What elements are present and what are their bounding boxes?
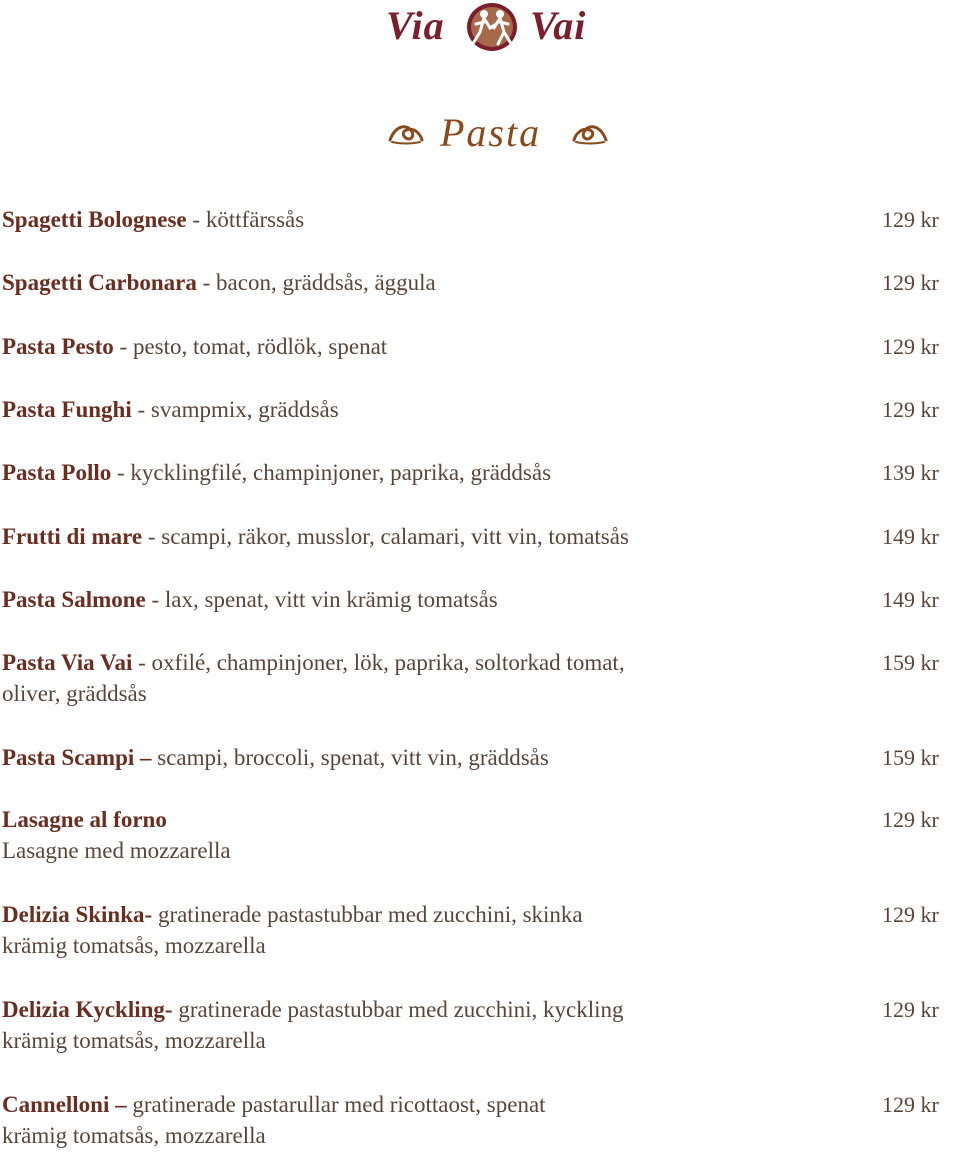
page-title: Pasta	[440, 110, 542, 155]
dish-separator: -	[144, 902, 158, 927]
dish-description: scampi, broccoli, spenat, vitt vin, gräddsås	[157, 745, 549, 770]
dish-separator: -	[131, 397, 151, 422]
dish-description: scampi, räkor, musslor, calamari, vitt vin, tomatsås	[161, 524, 629, 549]
dish-price: 129 kr	[882, 207, 939, 232]
dish-description: pesto, tomat, rödlök, spenat	[132, 334, 388, 359]
dancers-logo-icon	[466, 2, 518, 52]
dish-price: 129 kr	[882, 397, 939, 422]
dish-description: gratinerade pastastubbar med zucchini, kyckling	[178, 997, 624, 1022]
dish-name: Pasta Pesto	[2, 334, 114, 359]
logo-mark	[380, 0, 610, 56]
dish-text	[2, 584, 822, 616]
dish-price: 129 kr	[882, 1092, 939, 1117]
dish-name: Delizia Kyckling	[2, 997, 165, 1022]
dish-price: 149 kr	[882, 587, 939, 612]
dish-separator: -	[142, 524, 162, 549]
dish-name: Cannelloni	[2, 1092, 110, 1117]
dish-text	[2, 331, 822, 363]
dish-text	[2, 742, 822, 774]
dish-text	[2, 994, 822, 1026]
dish-price: 129 kr	[882, 807, 939, 832]
dish-description: oxfilé, champinjoner, lök, paprika, soltorkad tomat,	[151, 650, 625, 675]
dish-text	[2, 394, 822, 426]
dish-name: Lasagne al forno	[2, 807, 167, 832]
dish-separator: –	[109, 1092, 133, 1117]
logo	[0, 0, 960, 56]
dish-description: bacon, gräddsås, äggula	[216, 270, 436, 295]
dish-description: köttfärssås	[205, 207, 305, 232]
dish-description-line2: krämig tomatsås, mozzarella	[2, 933, 266, 958]
dish-description-line2: krämig tomatsås, mozzarella	[2, 1123, 266, 1148]
dish-description-line2: Lasagne med mozzarella	[2, 838, 231, 863]
dish-text	[2, 804, 822, 836]
dish-separator: –	[134, 745, 158, 770]
dish-text	[2, 267, 822, 299]
dish-separator: -	[113, 334, 133, 359]
ornament-right-icon	[572, 120, 608, 146]
dish-separator: -	[186, 207, 206, 232]
dish-text	[2, 899, 822, 931]
dish-price: 159 kr	[882, 650, 939, 675]
dish-price: 129 kr	[882, 270, 939, 295]
dish-description: gratinerade pastarullar med ricottaost, spenat	[132, 1092, 546, 1117]
dish-price: 129 kr	[882, 902, 939, 927]
dish-description: lax, spenat, vitt vin krämig tomatsås	[164, 587, 498, 612]
dish-description: gratinerade pastastubbar med zucchini, skinka	[157, 902, 583, 927]
dish-name: Delizia Skinka	[2, 902, 145, 927]
dish-separator: -	[164, 997, 179, 1022]
logo-word-via: Via	[386, 3, 445, 48]
dish-description: kycklingfilé, champinjoner, paprika, gräddsås	[130, 460, 552, 485]
dish-price: 149 kr	[882, 524, 939, 549]
dish-separator: -	[132, 650, 152, 675]
dish-text	[2, 647, 822, 679]
dish-description-line2: oliver, gräddsås	[2, 681, 147, 706]
dish-text	[2, 1089, 822, 1121]
dish-price: 159 kr	[882, 745, 939, 770]
dish-description-line2: krämig tomatsås, mozzarella	[2, 1028, 266, 1053]
dish-name: Frutti di mare	[2, 524, 143, 549]
dish-separator: -	[196, 270, 217, 295]
dish-description: svampmix, gräddsås	[150, 397, 339, 422]
dish-price: 139 kr	[882, 460, 939, 485]
dish-name: Pasta Pollo	[2, 460, 112, 485]
dish-price: 129 kr	[882, 997, 939, 1022]
dish-price: 129 kr	[882, 334, 939, 359]
ornament-left-icon	[388, 120, 424, 146]
dish-name: Pasta Salmone	[2, 587, 146, 612]
dish-text	[2, 204, 822, 236]
dish-separator: -	[111, 460, 131, 485]
dish-name: Spagetti Carbonara	[2, 270, 197, 295]
logo-word-vai: Vai	[530, 3, 587, 48]
dish-text	[2, 521, 822, 553]
dish-name: Pasta Funghi	[2, 397, 132, 422]
dish-text	[2, 457, 822, 489]
dish-name: Pasta Via Vai	[2, 650, 133, 675]
dish-separator: -	[145, 587, 165, 612]
dish-name: Pasta Scampi	[2, 745, 135, 770]
dish-name: Spagetti Bolognese	[2, 207, 187, 232]
section-header	[0, 106, 960, 160]
